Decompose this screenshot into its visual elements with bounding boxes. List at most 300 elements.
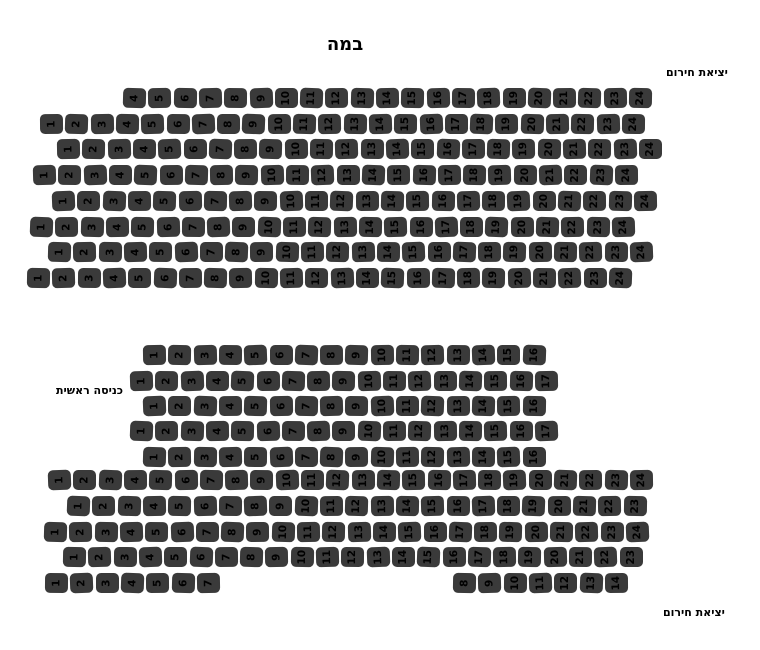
seat[interactable]	[478, 573, 502, 594]
seat[interactable]	[182, 217, 205, 237]
seat[interactable]	[219, 345, 242, 365]
seat[interactable]	[534, 421, 558, 442]
seat[interactable]	[512, 139, 535, 159]
seat[interactable]	[471, 496, 495, 517]
seat[interactable]	[424, 522, 447, 542]
seat[interactable]	[569, 547, 592, 567]
seat[interactable]	[604, 470, 628, 491]
seat[interactable]	[330, 191, 354, 212]
seat[interactable]	[366, 547, 390, 568]
seat[interactable]	[120, 522, 144, 543]
seat[interactable]	[330, 268, 354, 289]
seat[interactable]	[246, 522, 269, 542]
seat[interactable]	[528, 242, 551, 262]
seat[interactable]	[630, 242, 654, 263]
seat[interactable]	[608, 191, 632, 212]
seat[interactable]	[191, 114, 215, 135]
seat[interactable]	[326, 470, 350, 491]
seat[interactable]	[168, 496, 191, 516]
seat[interactable]	[295, 447, 318, 467]
seat[interactable]	[396, 447, 419, 467]
seat[interactable]	[225, 470, 249, 491]
seat[interactable]	[341, 547, 364, 567]
seat[interactable]	[497, 496, 520, 516]
seat[interactable]	[109, 165, 132, 185]
seat[interactable]	[123, 88, 147, 109]
seat[interactable]	[612, 217, 636, 238]
seat[interactable]	[503, 470, 527, 491]
seat[interactable]	[158, 139, 182, 160]
seat[interactable]	[141, 114, 165, 135]
seat[interactable]	[250, 470, 273, 490]
seat[interactable]	[107, 139, 131, 160]
seat[interactable]	[143, 345, 166, 365]
seat[interactable]	[268, 114, 291, 134]
seat[interactable]	[27, 268, 50, 288]
seat[interactable]	[408, 421, 432, 442]
seat[interactable]	[193, 447, 216, 467]
seat[interactable]	[257, 217, 281, 238]
seat[interactable]	[434, 371, 457, 391]
seat[interactable]	[322, 522, 345, 542]
seat[interactable]	[359, 217, 382, 237]
seat[interactable]	[305, 191, 328, 211]
seat[interactable]	[603, 88, 626, 108]
seat[interactable]	[477, 88, 501, 109]
seat[interactable]	[63, 547, 86, 567]
seat[interactable]	[269, 496, 292, 516]
seat[interactable]	[185, 165, 209, 186]
seat[interactable]	[335, 139, 359, 160]
seat[interactable]	[294, 496, 318, 517]
seat[interactable]	[219, 396, 242, 416]
seat[interactable]	[178, 191, 201, 211]
seat[interactable]	[92, 496, 115, 516]
seat[interactable]	[357, 421, 381, 442]
seat[interactable]	[265, 547, 288, 567]
seat[interactable]	[88, 547, 112, 568]
seat[interactable]	[269, 396, 292, 416]
seat[interactable]	[234, 139, 257, 159]
seat[interactable]	[579, 242, 603, 263]
seat[interactable]	[634, 191, 657, 211]
seat[interactable]	[316, 547, 340, 568]
seat[interactable]	[200, 470, 223, 490]
seat[interactable]	[485, 217, 509, 238]
seat[interactable]	[511, 217, 534, 237]
seat[interactable]	[497, 345, 520, 365]
seat[interactable]	[143, 396, 167, 417]
seat[interactable]	[588, 139, 611, 159]
seat[interactable]	[90, 114, 113, 134]
seat[interactable]	[240, 547, 264, 568]
seat[interactable]	[229, 268, 252, 288]
seat[interactable]	[470, 114, 494, 135]
seat[interactable]	[149, 470, 173, 491]
seat[interactable]	[558, 268, 582, 289]
seat[interactable]	[384, 217, 408, 238]
seat[interactable]	[77, 191, 100, 211]
seat[interactable]	[173, 88, 196, 108]
seat[interactable]	[543, 547, 567, 568]
seat[interactable]	[434, 217, 458, 238]
seat[interactable]	[452, 88, 475, 108]
seat[interactable]	[337, 165, 360, 185]
seat[interactable]	[143, 447, 167, 468]
seat[interactable]	[462, 139, 485, 159]
seat[interactable]	[307, 371, 330, 391]
seat[interactable]	[199, 88, 223, 109]
seat[interactable]	[250, 242, 273, 262]
seat[interactable]	[221, 522, 245, 543]
seat[interactable]	[275, 470, 299, 491]
seat[interactable]	[210, 165, 233, 185]
seat[interactable]	[332, 421, 355, 441]
seat[interactable]	[522, 345, 546, 366]
seat[interactable]	[320, 345, 343, 365]
seat[interactable]	[124, 242, 148, 263]
seat[interactable]	[436, 139, 460, 160]
seat[interactable]	[433, 421, 456, 441]
seat[interactable]	[460, 217, 483, 237]
seat[interactable]	[55, 217, 78, 237]
seat[interactable]	[145, 522, 168, 542]
seat[interactable]	[468, 547, 492, 568]
seat[interactable]	[394, 114, 417, 134]
seat[interactable]	[121, 573, 145, 594]
seat[interactable]	[310, 139, 333, 159]
seat[interactable]	[474, 522, 497, 542]
seat[interactable]	[622, 114, 645, 134]
seat[interactable]	[217, 114, 240, 134]
seat[interactable]	[180, 371, 204, 392]
seat[interactable]	[446, 396, 469, 416]
seat[interactable]	[184, 139, 207, 159]
seat[interactable]	[401, 88, 424, 108]
seat[interactable]	[67, 496, 91, 517]
seat[interactable]	[615, 165, 638, 185]
seat[interactable]	[134, 165, 158, 186]
seat[interactable]	[326, 242, 349, 262]
seat[interactable]	[256, 371, 279, 391]
seat[interactable]	[283, 217, 306, 237]
seat[interactable]	[345, 396, 368, 416]
seat[interactable]	[128, 268, 151, 288]
seat[interactable]	[325, 88, 348, 108]
seat[interactable]	[503, 88, 526, 108]
seat[interactable]	[478, 242, 501, 262]
seat[interactable]	[244, 345, 268, 366]
seat[interactable]	[355, 191, 378, 211]
seat[interactable]	[293, 114, 317, 135]
seat[interactable]	[409, 217, 432, 237]
seat[interactable]	[478, 470, 501, 490]
seat[interactable]	[224, 88, 247, 108]
seat[interactable]	[370, 345, 393, 365]
seat[interactable]	[484, 421, 508, 442]
seat[interactable]	[103, 268, 127, 289]
seat[interactable]	[438, 165, 461, 185]
seat[interactable]	[204, 191, 227, 211]
seat[interactable]	[345, 345, 369, 366]
seat[interactable]	[57, 139, 80, 159]
seat[interactable]	[168, 345, 191, 365]
seat[interactable]	[412, 165, 436, 186]
seat[interactable]	[244, 496, 268, 517]
seat[interactable]	[225, 242, 249, 263]
seat[interactable]	[197, 573, 220, 593]
seat[interactable]	[290, 547, 313, 567]
seat[interactable]	[94, 522, 117, 542]
seat[interactable]	[453, 573, 476, 593]
seat[interactable]	[605, 573, 628, 593]
seat[interactable]	[419, 114, 443, 135]
seat[interactable]	[117, 496, 141, 517]
seat[interactable]	[311, 165, 335, 186]
seat[interactable]	[495, 114, 518, 134]
seat[interactable]	[73, 242, 96, 262]
seat[interactable]	[180, 421, 204, 442]
seat[interactable]	[396, 345, 419, 365]
seat[interactable]	[579, 573, 603, 594]
seat[interactable]	[398, 522, 422, 543]
seat[interactable]	[254, 268, 277, 288]
seat[interactable]	[48, 242, 72, 263]
seat[interactable]	[259, 139, 283, 160]
seat[interactable]	[65, 114, 89, 135]
seat[interactable]	[402, 470, 425, 490]
seat[interactable]	[155, 421, 178, 441]
seat[interactable]	[305, 268, 328, 288]
seat[interactable]	[193, 345, 217, 366]
seat[interactable]	[392, 547, 415, 567]
seat[interactable]	[215, 547, 238, 567]
seat[interactable]	[279, 191, 303, 212]
seat[interactable]	[370, 396, 394, 417]
seat[interactable]	[286, 165, 309, 185]
seat[interactable]	[561, 217, 584, 237]
seat[interactable]	[584, 268, 607, 288]
seat[interactable]	[421, 447, 444, 467]
seat[interactable]	[98, 470, 122, 491]
seat[interactable]	[244, 396, 268, 417]
seat[interactable]	[271, 522, 295, 543]
seat[interactable]	[408, 371, 432, 392]
seat[interactable]	[520, 114, 544, 135]
seat[interactable]	[575, 522, 599, 543]
seat[interactable]	[369, 114, 393, 135]
seat[interactable]	[73, 470, 96, 490]
seat[interactable]	[554, 470, 578, 491]
seat[interactable]	[300, 88, 324, 109]
seat[interactable]	[571, 114, 594, 134]
seat[interactable]	[386, 139, 410, 160]
seat[interactable]	[307, 421, 331, 442]
seat[interactable]	[231, 371, 255, 392]
seat[interactable]	[493, 547, 516, 567]
seat[interactable]	[260, 165, 284, 186]
seat[interactable]	[204, 268, 228, 289]
seat[interactable]	[284, 139, 307, 159]
seat[interactable]	[600, 522, 623, 542]
seat[interactable]	[164, 547, 187, 567]
seat[interactable]	[487, 139, 511, 160]
seat[interactable]	[33, 165, 57, 186]
seat[interactable]	[459, 421, 482, 441]
seat[interactable]	[156, 217, 180, 238]
seat[interactable]	[589, 165, 613, 186]
seat[interactable]	[345, 447, 368, 467]
seat[interactable]	[146, 573, 169, 593]
seat[interactable]	[148, 88, 171, 108]
seat[interactable]	[442, 547, 465, 567]
seat[interactable]	[143, 496, 166, 516]
seat[interactable]	[482, 191, 505, 211]
seat[interactable]	[529, 470, 552, 490]
seat[interactable]	[509, 371, 533, 392]
seat[interactable]	[488, 165, 512, 186]
seat[interactable]	[472, 345, 496, 366]
seat[interactable]	[446, 496, 469, 516]
seat[interactable]	[421, 345, 445, 366]
seat[interactable]	[396, 396, 419, 416]
seat[interactable]	[133, 139, 156, 159]
seat[interactable]	[351, 242, 375, 263]
seat[interactable]	[518, 547, 541, 567]
seat[interactable]	[318, 114, 341, 134]
seat[interactable]	[421, 496, 445, 517]
seat[interactable]	[174, 242, 198, 263]
seat[interactable]	[153, 191, 177, 212]
seat[interactable]	[583, 191, 606, 211]
seat[interactable]	[524, 522, 547, 542]
seat[interactable]	[427, 470, 450, 490]
seat[interactable]	[320, 396, 344, 417]
seat[interactable]	[629, 88, 652, 108]
seat[interactable]	[623, 496, 646, 516]
seat[interactable]	[130, 371, 154, 392]
seat[interactable]	[539, 165, 563, 186]
seat[interactable]	[596, 114, 620, 135]
seat[interactable]	[193, 396, 217, 417]
seat[interactable]	[82, 139, 105, 159]
seat[interactable]	[604, 242, 627, 262]
seat[interactable]	[52, 268, 76, 289]
seat[interactable]	[333, 217, 356, 237]
seat[interactable]	[546, 114, 569, 134]
seat[interactable]	[155, 371, 178, 391]
seat[interactable]	[620, 547, 643, 567]
seat[interactable]	[376, 88, 399, 108]
seat[interactable]	[387, 165, 410, 185]
seat[interactable]	[457, 191, 481, 212]
seat[interactable]	[453, 470, 477, 491]
seat[interactable]	[320, 496, 343, 516]
seat[interactable]	[417, 547, 441, 568]
seat[interactable]	[270, 345, 293, 365]
seat[interactable]	[463, 165, 486, 185]
seat[interactable]	[426, 88, 450, 109]
seat[interactable]	[308, 217, 332, 238]
seat[interactable]	[130, 421, 154, 442]
seat[interactable]	[370, 447, 394, 468]
seat[interactable]	[558, 191, 582, 212]
seat[interactable]	[377, 470, 401, 491]
seat[interactable]	[166, 114, 189, 134]
seat[interactable]	[507, 268, 531, 289]
seat[interactable]	[553, 88, 576, 108]
seat[interactable]	[131, 217, 154, 237]
seat[interactable]	[459, 371, 483, 392]
seat[interactable]	[396, 496, 419, 516]
seat[interactable]	[609, 268, 633, 289]
seat[interactable]	[536, 217, 560, 238]
seat[interactable]	[523, 447, 546, 467]
seat[interactable]	[206, 371, 229, 391]
seat[interactable]	[48, 470, 72, 491]
seat[interactable]	[242, 114, 266, 135]
seat[interactable]	[448, 522, 472, 543]
seat[interactable]	[124, 470, 147, 490]
seat[interactable]	[280, 268, 304, 289]
seat[interactable]	[170, 522, 194, 543]
seat[interactable]	[563, 139, 587, 160]
seat[interactable]	[168, 396, 191, 416]
seat[interactable]	[446, 345, 469, 365]
seat[interactable]	[256, 421, 280, 442]
seat[interactable]	[350, 88, 374, 109]
seat[interactable]	[421, 396, 445, 417]
seat[interactable]	[522, 496, 546, 517]
seat[interactable]	[232, 217, 255, 237]
seat[interactable]	[343, 114, 366, 134]
seat[interactable]	[301, 242, 324, 262]
seat[interactable]	[428, 242, 451, 262]
seat[interactable]	[106, 217, 129, 237]
seat[interactable]	[301, 470, 324, 490]
seat[interactable]	[564, 165, 587, 185]
seat[interactable]	[196, 522, 219, 542]
seat[interactable]	[509, 421, 532, 441]
seat[interactable]	[45, 573, 68, 593]
seat[interactable]	[356, 268, 379, 288]
seat[interactable]	[83, 165, 107, 186]
seat[interactable]	[116, 114, 139, 134]
seat[interactable]	[282, 371, 306, 392]
seat[interactable]	[503, 573, 526, 593]
seat[interactable]	[402, 242, 426, 263]
seat[interactable]	[206, 421, 229, 441]
seat[interactable]	[613, 139, 637, 160]
seat[interactable]	[499, 522, 523, 543]
seat[interactable]	[533, 268, 556, 288]
seat[interactable]	[58, 165, 81, 185]
seat[interactable]	[383, 371, 406, 391]
seat[interactable]	[445, 114, 468, 134]
seat[interactable]	[630, 470, 653, 490]
seat[interactable]	[362, 165, 386, 186]
seat[interactable]	[529, 573, 553, 594]
seat[interactable]	[472, 447, 495, 467]
seat[interactable]	[431, 191, 454, 211]
seat[interactable]	[578, 88, 602, 109]
seat[interactable]	[171, 573, 195, 594]
seat[interactable]	[70, 573, 94, 594]
seat[interactable]	[219, 447, 243, 468]
seat[interactable]	[594, 547, 618, 568]
seat[interactable]	[153, 268, 177, 289]
seat[interactable]	[377, 242, 400, 262]
